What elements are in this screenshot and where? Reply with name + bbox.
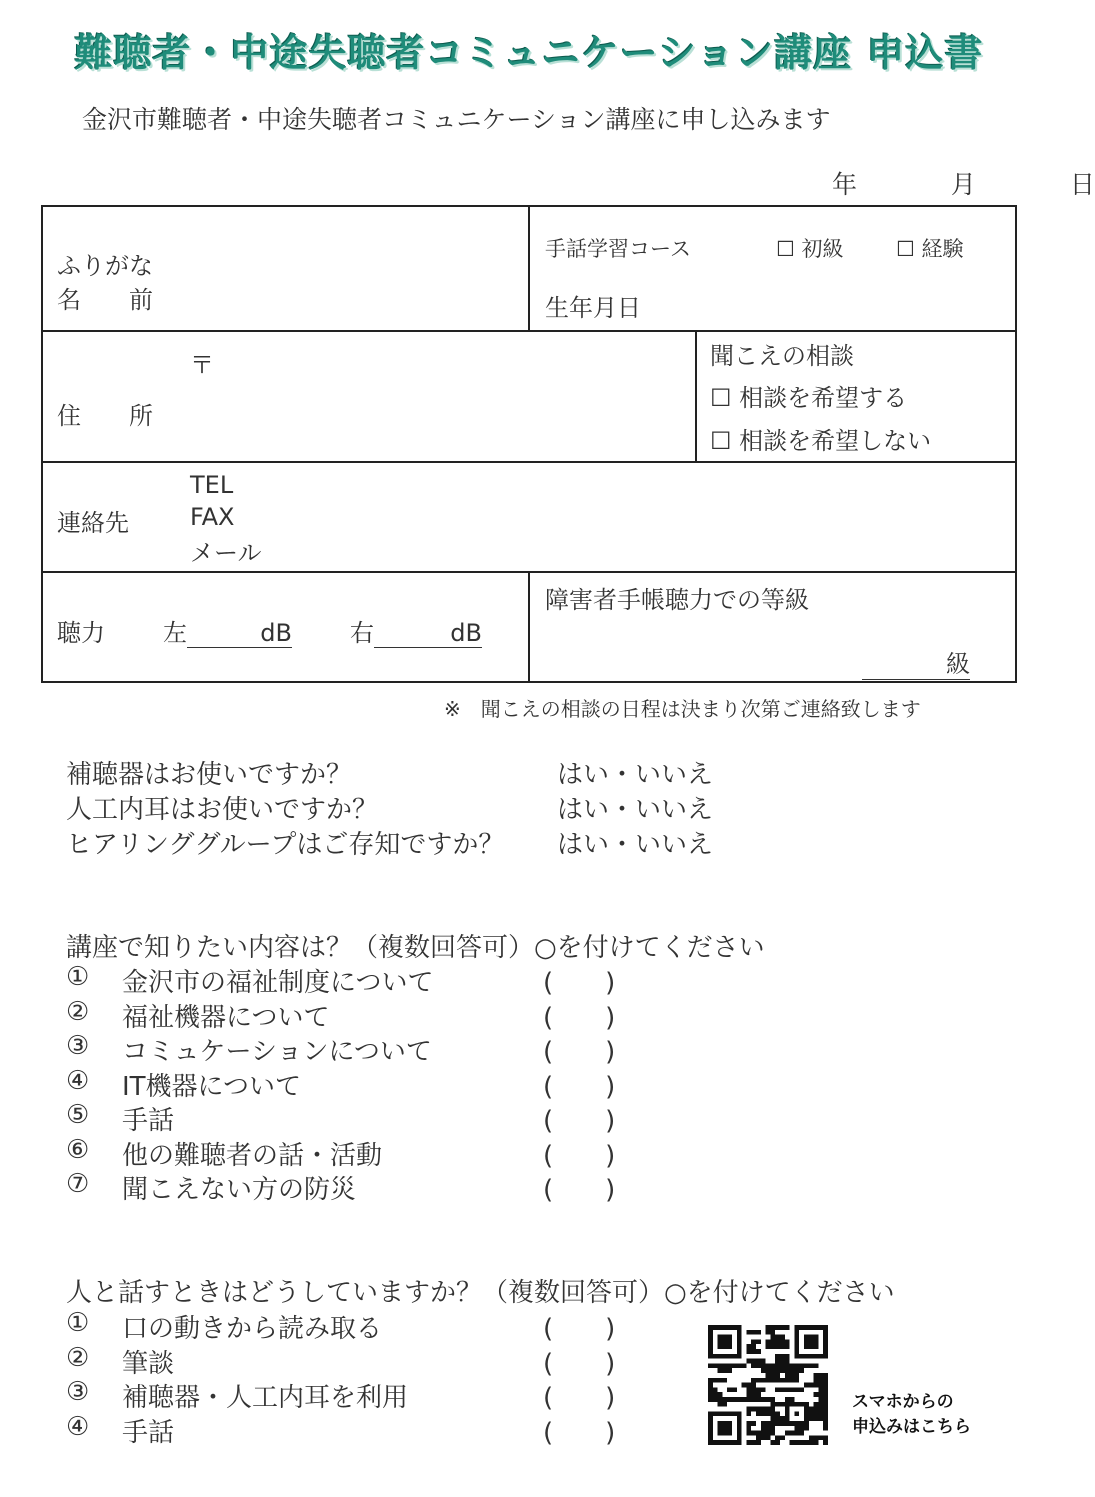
date-year: 年 bbox=[832, 170, 858, 199]
intro-text: 金沢市難聴者・中途失聴者コミュニケーション講座に申し込みます bbox=[82, 105, 831, 134]
list-item-answer-paren[interactable]: ( ) bbox=[543, 1002, 616, 1033]
hearing-right bbox=[350, 613, 482, 648]
answer-cochlear-implant[interactable]: はい・いいえ bbox=[557, 795, 714, 825]
list-item-label: 手話 bbox=[122, 1417, 175, 1448]
list-item-number: ② bbox=[66, 996, 90, 1027]
list-item-answer-paren[interactable]: ( ) bbox=[543, 1417, 616, 1448]
grade-unit: 級 bbox=[862, 644, 970, 680]
consult-title: 聞こえの相談 bbox=[710, 342, 854, 370]
grade-field[interactable] bbox=[862, 644, 970, 680]
question-hearing-aid: 補聴器はお使いですか？ bbox=[66, 760, 353, 790]
grade-label: 障害者手帳聴力での等級 bbox=[545, 586, 809, 614]
qr-label bbox=[852, 1390, 971, 1440]
birthdate-label: 生年月日 bbox=[545, 294, 641, 322]
list-item-number: ② bbox=[66, 1342, 90, 1373]
qr-label-line1: スマホからの bbox=[852, 1392, 954, 1412]
list-item-answer-paren[interactable]: ( ) bbox=[543, 1037, 616, 1067]
date-row bbox=[832, 165, 1095, 201]
qr-code-icon[interactable] bbox=[708, 1325, 828, 1445]
list-item-answer-paren[interactable]: ( ) bbox=[543, 1071, 616, 1102]
list-item-label: 口の動きから読み取る bbox=[122, 1314, 383, 1344]
list-item-label: 福祉機器について bbox=[122, 1002, 330, 1033]
date-day: 日 bbox=[1069, 170, 1095, 199]
list-item-answer-paren[interactable]: ( ) bbox=[543, 1383, 616, 1413]
address-label: 住 所 bbox=[57, 402, 153, 430]
contact-fax: FAX bbox=[190, 503, 235, 531]
list-item-answer-paren[interactable]: ( ) bbox=[543, 1140, 616, 1171]
hearing-label: 聴力 bbox=[57, 619, 105, 647]
contact-mail: メール bbox=[190, 539, 262, 567]
hearing-left-label: 左 bbox=[163, 619, 187, 647]
answer-hearing-aid[interactable]: はい・いいえ bbox=[557, 760, 714, 790]
question-cochlear-implant: 人工内耳はお使いですか？ bbox=[66, 795, 379, 825]
list-item-number: ① bbox=[66, 962, 90, 992]
hearing-left-db[interactable]: dB bbox=[187, 619, 292, 648]
course-label: 手話学習コース bbox=[545, 237, 691, 261]
contact-label: 連絡先 bbox=[57, 509, 129, 537]
list-item-number: ⑥ bbox=[66, 1134, 90, 1165]
list-item-label: 補聴器・人工内耳を利用 bbox=[122, 1383, 409, 1413]
date-month: 月 bbox=[950, 170, 976, 199]
list-item-number: ① bbox=[66, 1308, 90, 1338]
list-item-label: 筆談 bbox=[122, 1348, 175, 1379]
postal-mark: 〒 bbox=[190, 351, 214, 379]
name-label: 名 前 bbox=[57, 286, 153, 314]
question-hearing-loop: ヒアリンググループはご存知ですか？ bbox=[66, 830, 505, 860]
list-item-label: コミュケーションについて bbox=[122, 1037, 432, 1067]
list-item-label: 手話 bbox=[122, 1106, 175, 1136]
list-item-number: ③ bbox=[66, 1031, 90, 1061]
list-item-label: 聞こえない方の防災 bbox=[122, 1175, 357, 1205]
consult-option-no[interactable]: ☐ 相談を希望しない bbox=[710, 427, 932, 455]
list-item-number: ⑤ bbox=[66, 1100, 90, 1130]
list-item-answer-paren[interactable]: ( ) bbox=[543, 1314, 616, 1344]
methods-prompt: 人と話すときはどうしていますか？（複数回答可）○を付けてください bbox=[66, 1278, 895, 1308]
course-option-experienced[interactable]: ☐ 経験 bbox=[896, 237, 964, 261]
hearing-right-db[interactable]: dB bbox=[374, 619, 482, 648]
list-item-answer-paren[interactable]: ( ) bbox=[543, 1348, 616, 1379]
answer-hearing-loop[interactable]: はい・いいえ bbox=[557, 830, 714, 860]
list-item-answer-paren[interactable]: ( ) bbox=[543, 968, 616, 998]
topics-prompt: 講座で知りたい内容は？（複数回答可）○を付けてください bbox=[66, 933, 765, 963]
list-item-answer-paren[interactable]: ( ) bbox=[543, 1106, 616, 1136]
list-item-number: ③ bbox=[66, 1377, 90, 1407]
furigana-label: ふりがな bbox=[57, 252, 153, 280]
consult-option-yes[interactable]: ☐ 相談を希望する bbox=[710, 384, 908, 412]
list-item-number: ⑦ bbox=[66, 1169, 90, 1199]
list-item-answer-paren[interactable]: ( ) bbox=[543, 1175, 616, 1205]
list-item-label: IT機器について bbox=[122, 1071, 302, 1102]
list-item-number: ④ bbox=[66, 1065, 90, 1096]
course-option-beginner[interactable]: ☐ 初級 bbox=[776, 237, 844, 261]
hearing-left bbox=[163, 613, 292, 648]
list-item-label: 他の難聴者の話・活動 bbox=[122, 1140, 383, 1171]
list-item-number: ④ bbox=[66, 1411, 90, 1442]
consult-note: ※ 聞こえの相談の日程は決まり次第ご連絡致します bbox=[444, 697, 921, 721]
hearing-right-label: 右 bbox=[350, 619, 374, 647]
qr-label-line2: 申込みはこちら bbox=[852, 1417, 971, 1437]
contact-tel: TEL bbox=[190, 471, 234, 499]
list-item-label: 金沢市の福祉制度について bbox=[122, 968, 434, 998]
page-title: 難聴者・中途失聴者コミュニケーション講座 申込書 bbox=[74, 31, 984, 75]
